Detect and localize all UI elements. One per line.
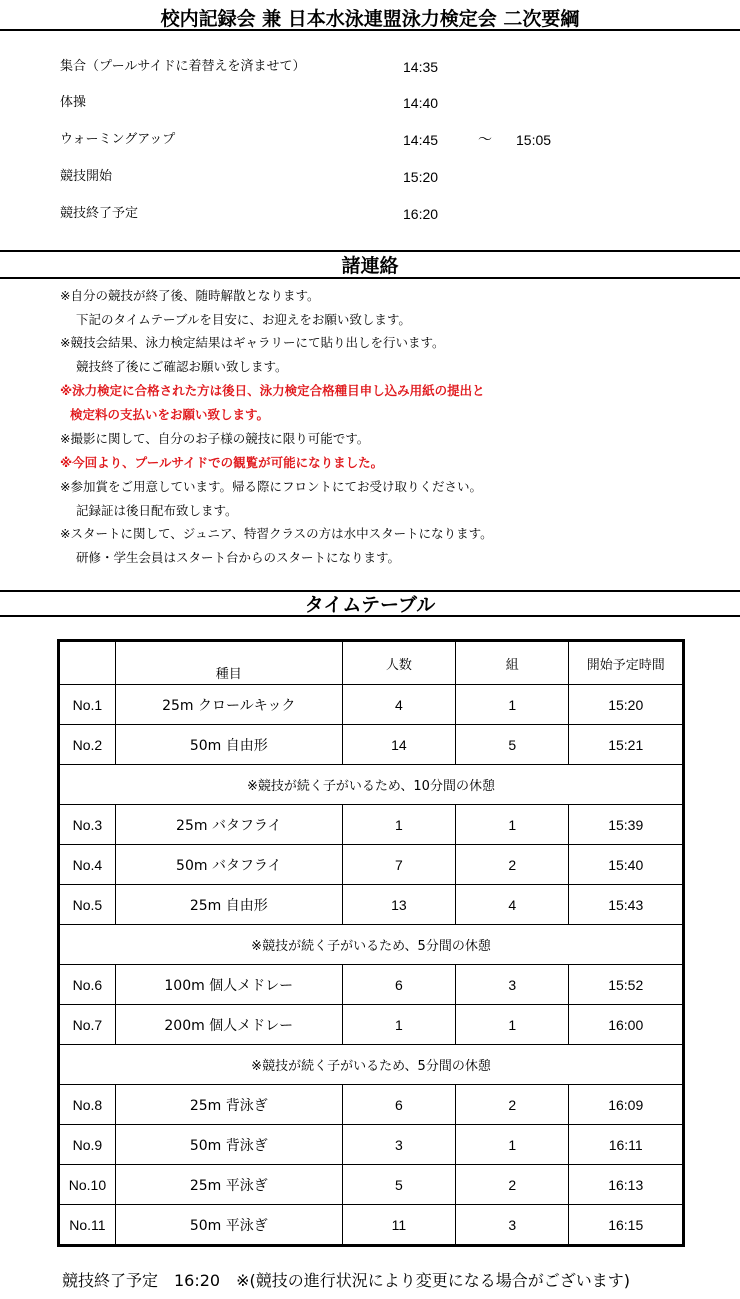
event-start: 16:15 — [569, 1205, 684, 1246]
notice-line-highlight: ※今回より、プールサイドでの観覧が可能になりました。 — [60, 455, 384, 470]
title-rule — [0, 29, 740, 31]
schedule-label: 競技終了予定 — [60, 206, 139, 221]
event-start: 16:11 — [569, 1125, 684, 1165]
event-no: No.4 — [59, 845, 116, 885]
break-note: ※競技が続く子がいるため、10分間の休憩 — [59, 765, 684, 805]
event-start: 15:21 — [569, 725, 684, 765]
event-no: No.5 — [59, 885, 116, 925]
event-group: 1 — [456, 805, 569, 845]
event-group: 5 — [456, 725, 569, 765]
event-no: No.9 — [59, 1125, 116, 1165]
event-start: 15:20 — [569, 685, 684, 725]
event-count: 6 — [342, 1085, 455, 1125]
notice-line-highlight: ※泳力検定に合格された方は後日、泳力検定合格種目申し込み用紙の提出と — [60, 383, 485, 398]
event-no: No.2 — [59, 725, 116, 765]
event-start: 16:09 — [569, 1085, 684, 1125]
table-header-row — [59, 641, 684, 685]
notice-line: 下記のタイムテーブルを目安に、お迎えをお願い致します。 — [76, 312, 411, 327]
schedule-time: 16:20 — [403, 206, 439, 222]
event-group: 2 — [456, 1165, 569, 1205]
event-group: 2 — [456, 1085, 569, 1125]
header-cell-start: 開始予定時間 — [569, 641, 684, 685]
event-no: No.8 — [59, 1085, 116, 1125]
event-name: 25m 背泳ぎ — [115, 1085, 342, 1125]
event-start: 16:13 — [569, 1165, 684, 1205]
event-start: 16:00 — [569, 1005, 684, 1045]
event-count: 1 — [342, 1005, 455, 1045]
timetable-top-rule — [0, 590, 740, 592]
notices-heading: 諸連絡 — [341, 255, 399, 277]
event-count: 7 — [342, 845, 455, 885]
event-group: 4 — [456, 885, 569, 925]
event-count: 14 — [342, 725, 455, 765]
event-name: 25m 自由形 — [115, 885, 342, 925]
notice-line: 記録証は後日配布致します。 — [76, 503, 238, 518]
notices-top-rule — [0, 250, 740, 252]
notice-line: 競技終了後にご確認お願い致します。 — [76, 359, 288, 374]
timetable-rule — [0, 615, 740, 617]
event-group: 3 — [456, 965, 569, 1005]
table-row — [59, 845, 684, 885]
table-row — [59, 965, 684, 1005]
notice-line: ※自分の競技が終了後、随時解散となります。 — [60, 288, 320, 303]
event-name: 25m クロールキック — [115, 685, 342, 725]
table-row — [59, 1125, 684, 1165]
table-row — [59, 1085, 684, 1125]
notice-line: ※撮影に関して、自分のお子様の競技に限り可能です。 — [60, 431, 370, 446]
event-group: 1 — [456, 1125, 569, 1165]
event-name: 25m バタフライ — [115, 805, 342, 845]
event-count: 6 — [342, 965, 455, 1005]
header-cell-event: 種目 — [115, 641, 342, 685]
break-row — [59, 925, 684, 965]
table-row — [59, 685, 684, 725]
table-row — [59, 1205, 684, 1246]
schedule-time: 14:35 — [403, 59, 439, 75]
event-no: No.1 — [59, 685, 116, 725]
event-name: 50m バタフライ — [115, 845, 342, 885]
event-name: 200m 個人メドレー — [115, 1005, 342, 1045]
event-name: 100m 個人メドレー — [115, 965, 342, 1005]
notice-line: ※参加賞をご用意しています。帰る際にフロントにてお受け取りください。 — [60, 479, 482, 494]
event-start: 15:39 — [569, 805, 684, 845]
event-start: 15:40 — [569, 845, 684, 885]
event-count: 13 — [342, 885, 455, 925]
table-row — [59, 1005, 684, 1045]
table-row — [59, 885, 684, 925]
timetable-table — [57, 639, 685, 1247]
break-note: ※競技が続く子がいるため、5分間の休憩 — [59, 1045, 684, 1085]
header-cell — [59, 641, 116, 685]
schedule-label: 集合（プールサイドに着替えを済ませて） — [60, 59, 306, 74]
header-cell-count: 人数 — [342, 641, 455, 685]
schedule-label: ウォーミングアップ — [60, 132, 176, 147]
event-no: No.7 — [59, 1005, 116, 1045]
page-title: 校内記録会 兼 日本水泳連盟泳力検定会 二次要綱 — [160, 8, 580, 30]
event-count: 3 — [342, 1125, 455, 1165]
event-name: 50m 平泳ぎ — [115, 1205, 342, 1246]
schedule-label: 競技開始 — [60, 169, 113, 184]
event-start: 15:52 — [569, 965, 684, 1005]
break-row — [59, 765, 684, 805]
event-name: 50m 背泳ぎ — [115, 1125, 342, 1165]
table-row — [59, 805, 684, 845]
schedule-time: 14:45 — [403, 132, 439, 148]
event-group: 3 — [456, 1205, 569, 1246]
notice-line-highlight: 検定料の支払いをお願い致します。 — [70, 407, 270, 422]
schedule-time: 14:40 — [403, 95, 439, 111]
event-start: 15:43 — [569, 885, 684, 925]
footer-note: 競技終了予定 16:20 ※(競技の進行状況により変更になる場合がございます) — [62, 1271, 631, 1290]
schedule-label: 体操 — [60, 95, 87, 110]
timetable-heading: タイムテーブル — [304, 594, 436, 616]
event-group: 1 — [456, 685, 569, 725]
notice-line: 研修・学生会員はスタート台からのスタートになります。 — [76, 550, 401, 565]
schedule-time: 15:20 — [403, 169, 439, 185]
event-count: 5 — [342, 1165, 455, 1205]
event-group: 2 — [456, 845, 569, 885]
event-count: 1 — [342, 805, 455, 845]
notice-line: ※競技会結果、泳力検定結果はギャラリーにて貼り出しを行います。 — [60, 335, 445, 350]
event-name: 25m 平泳ぎ — [115, 1165, 342, 1205]
event-count: 4 — [342, 685, 455, 725]
event-no: No.11 — [59, 1205, 116, 1246]
event-count: 11 — [342, 1205, 455, 1246]
event-name: 50m 自由形 — [115, 725, 342, 765]
schedule-range-separator: ～ — [478, 132, 492, 148]
table-row — [59, 725, 684, 765]
notice-line: ※スタートに関して、ジュニア、特習クラスの方は水中スタートになります。 — [60, 526, 493, 541]
event-no: No.6 — [59, 965, 116, 1005]
event-group: 1 — [456, 1005, 569, 1045]
header-cell-group: 組 — [456, 641, 569, 685]
schedule-end-time: 15:05 — [516, 132, 552, 148]
break-note: ※競技が続く子がいるため、5分間の休憩 — [59, 925, 684, 965]
notices-rule — [0, 277, 740, 279]
event-no: No.10 — [59, 1165, 116, 1205]
event-no: No.3 — [59, 805, 116, 845]
break-row — [59, 1045, 684, 1085]
table-row — [59, 1165, 684, 1205]
